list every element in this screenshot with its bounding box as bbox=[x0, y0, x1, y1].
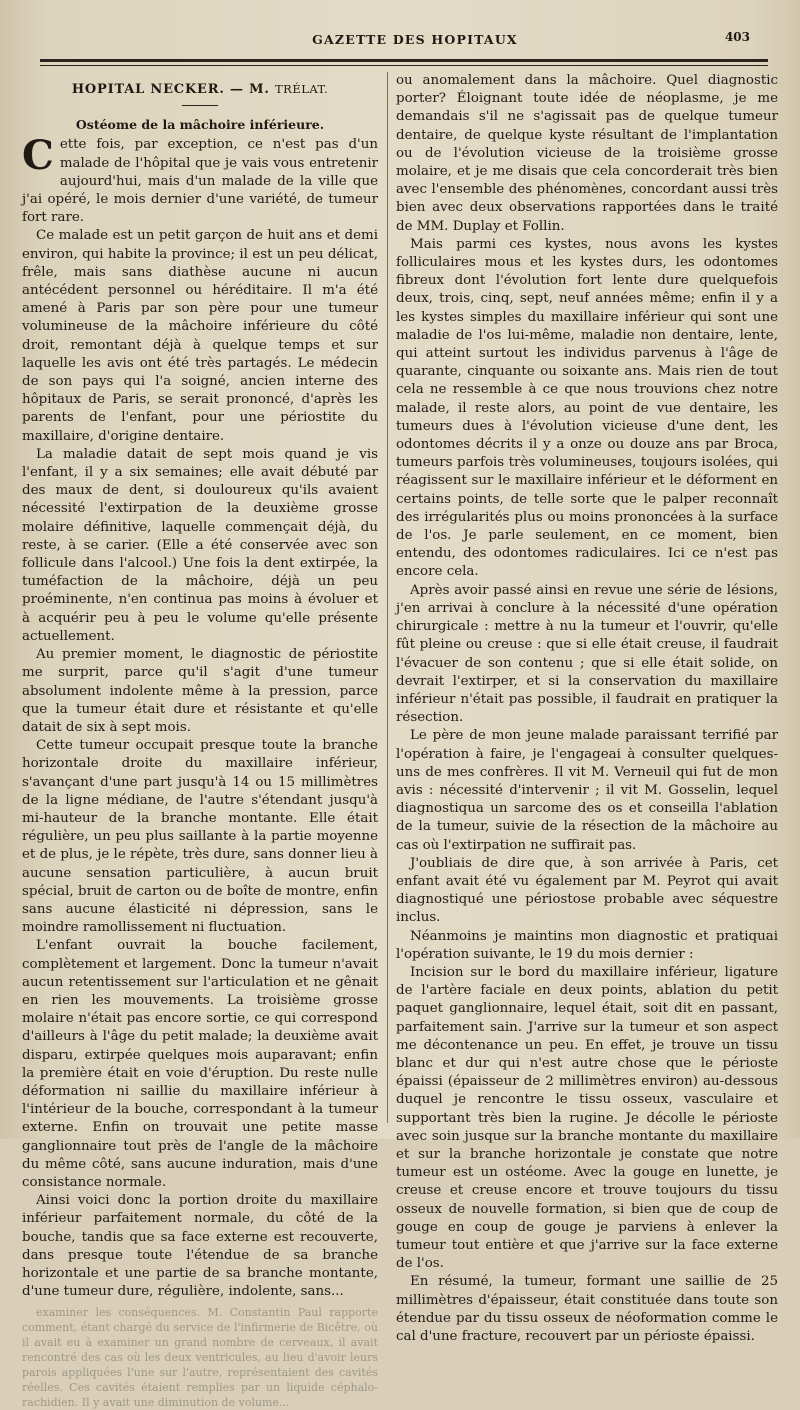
hospital-name: HOPITAL NECKER. — M. bbox=[71, 82, 275, 97]
bleed-through-text: examiner les conséquences. M. Constantin Paul rapporte comment, étant chargé du service de l'infirmerie de Bicêtre, où il avait eu à examiner un grand nombre de cerveaux, il avait rencontré des cas où les deux ventricules, au lieu d'avoir leurs parois appliquées l'une sur l'autre, représentaient des cavités réelles. Ces cavités étaient remplies par un liquide céphalo-rachidien. Il y avait une diminution de volume... bbox=[22, 1306, 378, 1410]
paragraph: J'oubliais de dire que, à son arrivée à Paris, cet enfant avait été vu également par M. Peyrot qui avait diagnostiqué une périostose probable avec séquestre inclus. bbox=[396, 855, 778, 926]
paragraph: En résumé, la tumeur, formant une saillie de 25 millimètres d'épaisseur, était constituée dans toute son étendue par du tissu osseux de néoformation comme le cal d'une fracture, recouvert par un périoste épaissi. bbox=[396, 1274, 778, 1345]
column-divider bbox=[387, 72, 388, 1123]
paragraph: La maladie datait de sept mois quand je vis l'enfant, il y a six semaines; elle avait débuté par des maux de dent, si douloureux qu'ils avaient nécessité l'extirpation de la deuxième grosse molaire définitive, laquelle commençait déjà, du reste, à se carier. (Elle a été conservée avec son follicule dans l'alcool.) Une fois la dent extirpée, la tuméfaction de la mâchoire, déjà un peu proéminente, n'en continua pas moins à évoluer et à acquérir peu à peu le volume qu'elle présente actuellement. bbox=[22, 446, 378, 644]
paragraph-text: ette fois, par exception, ce n'est pas d'un malade de l'hôpital que je vais vous entretenir aujourd'hui, mais d'un malade de la ville que j'ai opéré, le mois dernier d'une variété, de tumeur fort rare. bbox=[22, 137, 378, 226]
paragraph: Le père de mon jeune malade paraissant terrifié par l'opération à faire, je l'engageai à consulter quelques-uns de mes confrères. Il vit M. Verneuil qui fut de mon avis : nécessité d'intervenir ; il vit M. Gosselin, lequel diagnostiqua un sarcome des os et conseilla l'ablation de la tumeur, suivie de la résection de la mâchoire au cas où l'extirpation ne suffirait pas. bbox=[396, 728, 778, 853]
paragraph: L'enfant ouvrait la bouche facilement, complètement et largement. Donc la tumeur n'avait aucun retentissement sur l'articulation et ne gênait en rien les mouvements. La troisième grosse molaire n'était pas encore sortie, ce qui correspond d'ailleurs à l'âge du petit malade; la deuxième avait disparu, extirpée quelques mois auparavant; enfin la première était en voie d'éruption. Du reste nulle déformation ni saillie du maxillaire inférieur à l'intérieur de la bouche, correspondant à la tumeur externe. Enfin on trouvait une petite masse ganglionnaire tout près de l'angle de la mâchoire du même côté, sans aucune induration, mais d'une consistance normale. bbox=[22, 938, 378, 1190]
paragraph: Au premier moment, le diagnostic de périostite me surprit, parce qu'il s'agit d'une tumeur absolument indolente même à la pression, parce que la tumeur était dure et résistante et qu'elle datait de six à sept mois. bbox=[22, 647, 378, 735]
paragraph: Incision sur le bord du maxillaire inférieur, ligature de l'artère faciale en deux points, ablation du petit paquet ganglionnaire, lequel était, soit dit en passant, parfaitement sain. J'arrive sur la tumeur et son aspect me décontenance un peu. En effet, je trouve un tissu blanc et dur qui n'est autre chose que le périoste épaissi (épaisseur de 2 millimètres environ) au-dessous duquel je rencontre le tissu osseux, vasculaire et supportant très bien la rugine. Je décolle le périoste avec soin jusque sur la branche montante du maxillaire et sur la branche horizontale je constate que notre tumeur est un ostéome. Avec la gouge en lunette, je creuse et creuse encore et trouve toujours du tissu osseux de nouvelle formation, si bien que de coup de gouge en coup de gouge je parviens à enlever la tumeur tout entière et que j'arrive sur la face externe de l'os. bbox=[396, 964, 778, 1272]
paragraph bbox=[22, 132, 378, 227]
paragraph: ou anomalement dans la mâchoire. Quel diagnostic porter? Éloignant toute idée de néoplasme, je me demandais s'il ne s'agissait pas de quelque tumeur dentaire, de quelque kyste résultant de l'implantation ou de l'évolution vicieuse de la troisième grosse molaire, et je me disais que cela concorderait très bien avec l'ensemble des phénomènes, concordant aussi très bien avec deux observations rapportées dans le traité de MM. Duplay et Follin. bbox=[396, 73, 778, 234]
heading-rule bbox=[182, 105, 218, 106]
masthead-rule-thin bbox=[40, 65, 768, 66]
author-name: TRÉLAT. bbox=[274, 82, 329, 96]
right-column bbox=[396, 72, 778, 1346]
paragraph: Mais parmi ces kystes, nous avons les kystes folliculaires mous et les kystes durs, les odontomes fibreux dont l'évolution fort lente dure quelquefois deux, trois, cinq, sept, neuf années même; enfin il y a les kystes simples du maxillaire inférieur qui sont une maladie de l'os lui-même, maladie non dentaire, lente, qui atteint surtout les individus parvenus à l'âge de quarante, cinquante ou soixante ans. Mais rien de tout cela ne ressemble à ce que nous trouvions chez notre malade, il reste alors, au point de vue dentaire, les tumeurs dues à l'évolution vicieuse d'une dent, les odontomes décrits il y a onze ou douze ans par Broca, tumeurs parfois très volumineuses, toujours isolées, qui réagissent sur le maxillaire inférieur et le déforment en certains points, de telle sorte que le palper reconnaît des irrégularités plus ou moins prononcées à la surface de l'os. Je parle seulement, en ce moment, bien entendu, des odontomes radiculaires. Ici ce n'est pas encore cela. bbox=[396, 236, 778, 580]
left-column bbox=[22, 72, 378, 1410]
dropcap-letter: C bbox=[22, 132, 54, 180]
masthead-rule-thick bbox=[40, 59, 768, 62]
page-number: 403 bbox=[724, 30, 750, 44]
masthead bbox=[80, 30, 750, 52]
article-title: Ostéome de la mâchoire inférieure. bbox=[75, 117, 325, 133]
section-heading bbox=[22, 80, 378, 99]
paragraph: Ce malade est un petit garçon de huit ans et demi environ, qui habite la province; il est un peu délicat, frêle, mais sans diathèse aucune ni aucun antécédent personnel ou héréditaire. Il m'a été amené à Paris par son père pour une tumeur volumineuse de la mâchoire inférieure du côté droit, remontant déjà à quelque temps et sur laquelle les avis ont été très partagés. Le médecin de son pays qui l'a soigné, ancien interne des hôpitaux de Paris, se serait prononcé, d'après les parents de l'enfant, pour une périostite du maxillaire, d'origine dentaire. bbox=[22, 228, 378, 444]
journal-title: GAZETTE DES HOPITAUX bbox=[312, 32, 518, 47]
paragraph: Ainsi voici donc la portion droite du maxillaire inférieur parfaitement normale, du côté de la bouche, tandis que sa face externe est recouverte, dans presque toute l'étendue de sa branche horizontale et une partie de sa branche montante, d'une tumeur dure, régulière, indolente, sans... bbox=[22, 1193, 378, 1300]
paragraph: Après avoir passé ainsi en revue une série de lésions, j'en arrivai à conclure à la nécessité d'une opération chirurgicale : mettre à nu la tumeur et l'ouvrir, qu'elle fût pleine ou creuse : que si elle était creuse, il faudrait l'évacuer de son contenu ; que si elle était solide, on devrait l'extirper, et si la conservation du maxillaire inférieur n'était pas possible, il faudrait en pratiquer la résection. bbox=[396, 582, 778, 726]
paragraph: Cette tumeur occupait presque toute la branche horizontale droite du maxillaire inférieur, s'avançant d'une part jusqu'à 14 ou 15 millimètres de la ligne médiane, de l'autre s'étendant jusqu'à mi-hauteur de la branche montante. Elle était régulière, un peu plus saillante à la partie moyenne et de plus, je le répète, très dure, sans donner lieu à aucune sensation particulière, à aucun bruit spécial, bruit de carton ou de boîte de montre, enfin sans aucune élasticité ni dépression, sans le moindre ramollissement ni fluctuation. bbox=[22, 738, 378, 936]
paragraph: Néanmoins je maintins mon diagnostic et pratiquai l'opération suivante, le 19 du mois dernier : bbox=[396, 928, 778, 962]
